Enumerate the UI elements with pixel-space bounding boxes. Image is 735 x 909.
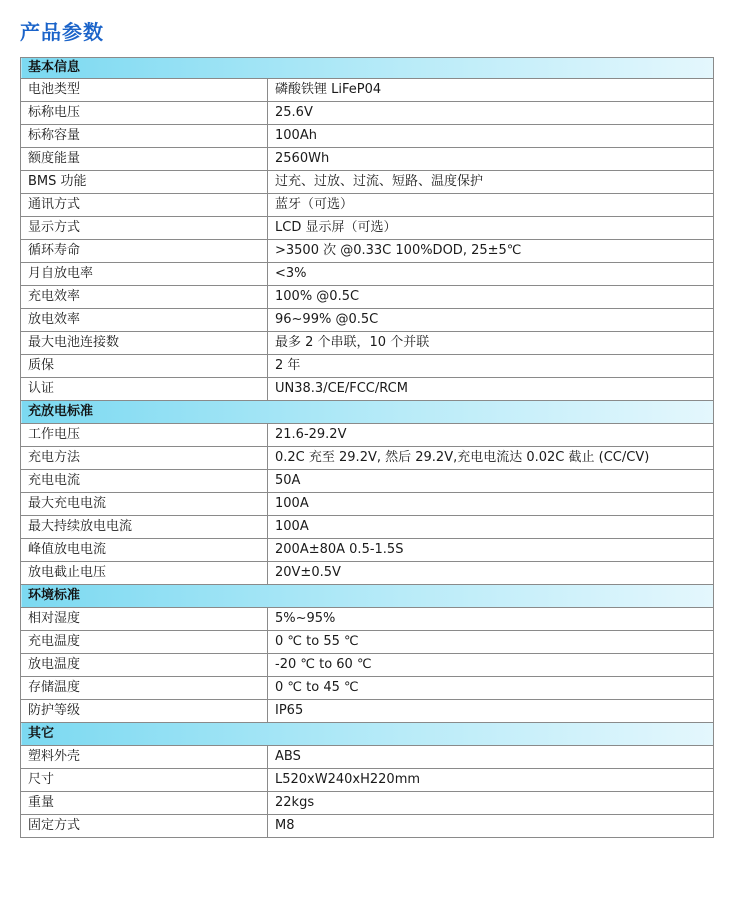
- spec-value: LCD 显示屏（可选）: [268, 217, 714, 240]
- section-header: 基本信息: [21, 58, 714, 79]
- table-row: [21, 332, 714, 355]
- table-row: [21, 631, 714, 654]
- table-row: [21, 424, 714, 447]
- spec-value: 200A±80A 0.5-1.5S: [268, 539, 714, 562]
- table-row: [21, 309, 714, 332]
- spec-value: 20V±0.5V: [268, 562, 714, 585]
- spec-value: 蓝牙（可选）: [268, 194, 714, 217]
- page-title: 产品参数: [20, 20, 104, 44]
- table-row: [21, 355, 714, 378]
- spec-value: 100% @0.5C: [268, 286, 714, 309]
- spec-value: 5%~95%: [268, 608, 714, 631]
- spec-label: 电池类型: [21, 79, 268, 102]
- table-row: [21, 447, 714, 470]
- spec-label: 标称容量: [21, 125, 268, 148]
- table-row: [21, 102, 714, 125]
- spec-value: 96~99% @0.5C: [268, 309, 714, 332]
- spec-label: 充电电流: [21, 470, 268, 493]
- spec-label: BMS 功能: [21, 171, 268, 194]
- section-header: 其它: [21, 723, 714, 746]
- spec-label: 充电效率: [21, 286, 268, 309]
- spec-value: <3%: [268, 263, 714, 286]
- spec-value: 2560Wh: [268, 148, 714, 171]
- spec-label: 最大充电电流: [21, 493, 268, 516]
- spec-table: [20, 57, 714, 838]
- table-row: [21, 378, 714, 401]
- spec-value: 100A: [268, 493, 714, 516]
- spec-value: -20 ℃ to 60 ℃: [268, 654, 714, 677]
- spec-value: >3500 次 @0.33C 100%DOD, 25±5℃: [268, 240, 714, 263]
- spec-label: 尺寸: [21, 769, 268, 792]
- table-row: [21, 493, 714, 516]
- spec-label: 放电温度: [21, 654, 268, 677]
- spec-label: 通讯方式: [21, 194, 268, 217]
- spec-label: 防护等级: [21, 700, 268, 723]
- spec-label: 塑料外壳: [21, 746, 268, 769]
- table-row: [21, 516, 714, 539]
- spec-value: IP65: [268, 700, 714, 723]
- spec-label: 显示方式: [21, 217, 268, 240]
- spec-value: 22kgs: [268, 792, 714, 815]
- spec-label: 最大电池连接数: [21, 332, 268, 355]
- spec-label: 相对湿度: [21, 608, 268, 631]
- spec-label: 充电温度: [21, 631, 268, 654]
- spec-value: M8: [268, 815, 714, 838]
- spec-value: 21.6-29.2V: [268, 424, 714, 447]
- spec-label: 放电截止电压: [21, 562, 268, 585]
- section-header-row: [21, 58, 714, 79]
- table-row: [21, 194, 714, 217]
- table-row: [21, 125, 714, 148]
- spec-label: 工作电压: [21, 424, 268, 447]
- spec-label: 质保: [21, 355, 268, 378]
- spec-table-body: [21, 58, 714, 838]
- spec-value: 100A: [268, 516, 714, 539]
- spec-label: 额度能量: [21, 148, 268, 171]
- spec-value: 100Ah: [268, 125, 714, 148]
- spec-label: 最大持续放电电流: [21, 516, 268, 539]
- spec-value: 磷酸铁锂 LiFeP04: [268, 79, 714, 102]
- table-row: [21, 171, 714, 194]
- section-header-row: [21, 401, 714, 424]
- table-row: [21, 286, 714, 309]
- section-header-row: [21, 585, 714, 608]
- spec-value: 0.2C 充至 29.2V, 然后 29.2V,充电电流达 0.02C 截止 (CC/CV): [268, 447, 714, 470]
- spec-label: 标称电压: [21, 102, 268, 125]
- table-row: [21, 562, 714, 585]
- spec-label: 放电效率: [21, 309, 268, 332]
- table-row: [21, 792, 714, 815]
- table-row: [21, 700, 714, 723]
- section-header-row: [21, 723, 714, 746]
- table-row: [21, 240, 714, 263]
- spec-label: 充电方法: [21, 447, 268, 470]
- section-header: 环境标准: [21, 585, 714, 608]
- spec-label: 峰值放电电流: [21, 539, 268, 562]
- spec-value: 最多 2 个串联，10 个并联: [268, 332, 714, 355]
- table-row: [21, 263, 714, 286]
- table-row: [21, 608, 714, 631]
- spec-label: 循环寿命: [21, 240, 268, 263]
- spec-value: 50A: [268, 470, 714, 493]
- spec-label: 月自放电率: [21, 263, 268, 286]
- section-header: 充放电标准: [21, 401, 714, 424]
- spec-value: 过充、过放、过流、短路、温度保护: [268, 171, 714, 194]
- spec-label: 认证: [21, 378, 268, 401]
- table-row: [21, 217, 714, 240]
- spec-label: 固定方式: [21, 815, 268, 838]
- table-row: [21, 746, 714, 769]
- spec-value: 0 ℃ to 55 ℃: [268, 631, 714, 654]
- table-row: [21, 677, 714, 700]
- spec-value: 2 年: [268, 355, 714, 378]
- table-row: [21, 539, 714, 562]
- table-row: [21, 470, 714, 493]
- spec-value: 0 ℃ to 45 ℃: [268, 677, 714, 700]
- spec-value: UN38.3/CE/FCC/RCM: [268, 378, 714, 401]
- spec-value: 25.6V: [268, 102, 714, 125]
- table-row: [21, 769, 714, 792]
- table-row: [21, 79, 714, 102]
- table-row: [21, 654, 714, 677]
- spec-value: ABS: [268, 746, 714, 769]
- spec-value: L520xW240xH220mm: [268, 769, 714, 792]
- table-row: [21, 815, 714, 838]
- table-row: [21, 148, 714, 171]
- spec-label: 存储温度: [21, 677, 268, 700]
- spec-label: 重量: [21, 792, 268, 815]
